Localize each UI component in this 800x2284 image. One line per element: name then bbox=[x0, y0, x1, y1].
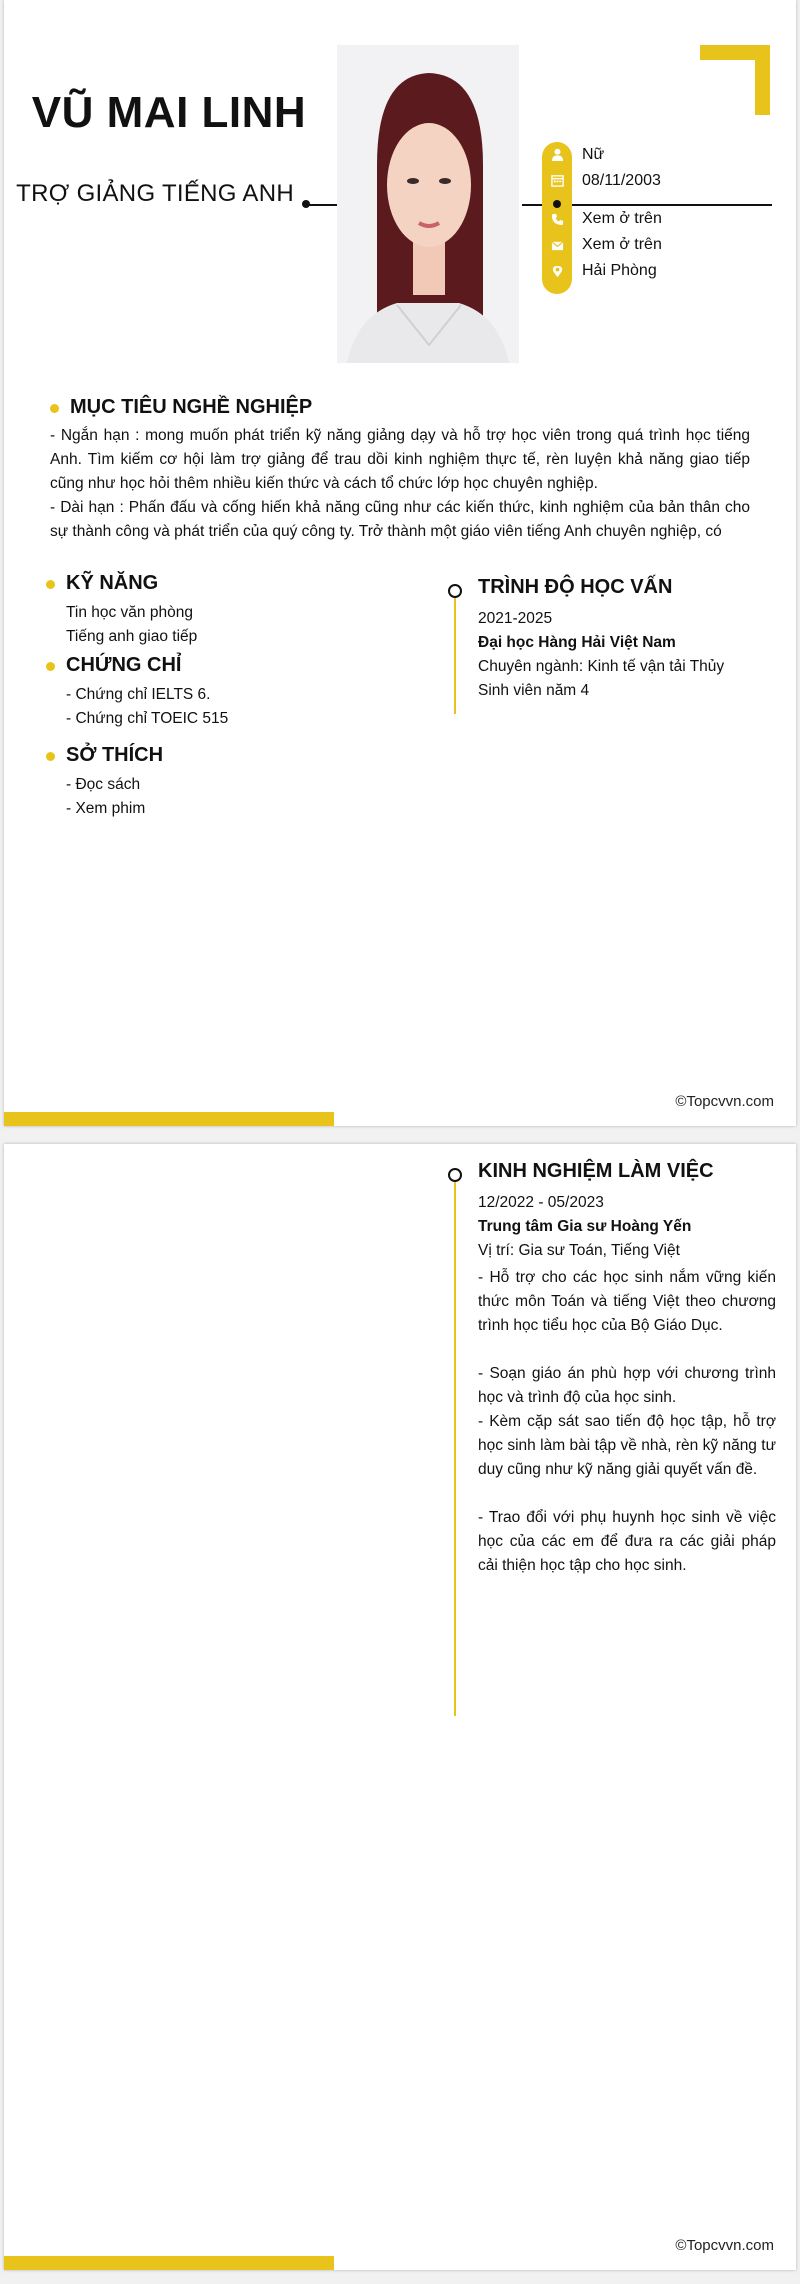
education-timeline bbox=[454, 592, 456, 714]
hobbies-bullet bbox=[46, 752, 55, 761]
experience-period: 12/2022 - 05/2023 bbox=[478, 1194, 604, 1211]
contact-gender: Nữ bbox=[582, 146, 605, 163]
candidate-photo bbox=[337, 45, 519, 363]
hobby-item: - Xem phim bbox=[66, 800, 146, 817]
corner-accent-vertical bbox=[755, 45, 770, 115]
education-title: TRÌNH ĐỘ HỌC VẤN bbox=[478, 576, 673, 598]
certificate-item: - Chứng chỉ TOEIC 515 bbox=[66, 710, 229, 727]
education-status: Sinh viên năm 4 bbox=[478, 682, 590, 699]
experience-duty: - Trao đổi với phụ huynh học sinh về việc học của các em để đưa ra các giải pháp cải thiện học tập cho học sinh. bbox=[478, 1509, 776, 1574]
candidate-role: TRỢ GIẢNG TIẾNG ANH bbox=[16, 180, 294, 207]
skills-title: KỸ NĂNG bbox=[66, 572, 159, 594]
location-icon bbox=[551, 265, 564, 278]
experience-timeline bbox=[454, 1176, 456, 1716]
footer-accent-bar bbox=[4, 1112, 334, 1126]
experience-company: Trung tâm Gia sư Hoàng Yến bbox=[478, 1218, 692, 1235]
skills-bullet bbox=[46, 580, 55, 589]
role-divider-dot bbox=[302, 200, 310, 208]
certificates-title: CHỨNG CHỈ bbox=[66, 654, 182, 676]
calendar-icon bbox=[551, 174, 564, 187]
contact-divider-dot bbox=[553, 200, 561, 208]
email-icon bbox=[551, 239, 564, 252]
education-school: Đại học Hàng Hải Việt Nam bbox=[478, 634, 676, 651]
contact-phone[interactable]: Xem ở trên bbox=[582, 210, 662, 227]
experience-duty: - Soạn giáo án phù hợp với chương trình học và trình độ của học sinh. bbox=[478, 1365, 776, 1406]
phone-icon bbox=[551, 213, 564, 226]
experience-position: Vị trí: Gia sư Toán, Tiếng Việt bbox=[478, 1242, 680, 1259]
experience-duty: - Kèm cặp sát sao tiến độ học tập, hỗ trợ học sinh làm bài tập về nhà, rèn kỹ năng tư duy cũng như kỹ năng giải quyết vấn đề. bbox=[478, 1413, 776, 1478]
footer-brand[interactable]: ©Topcvvn.com bbox=[675, 2237, 774, 2254]
hobby-item: - Đọc sách bbox=[66, 776, 141, 793]
objective-title: MỤC TIÊU NGHỀ NGHIỆP bbox=[70, 396, 313, 418]
experience-title: KINH NGHIỆM LÀM VIỆC bbox=[478, 1160, 714, 1182]
objective-short-term: - Ngắn hạn : mong muốn phát triển kỹ năng giảng dạy và hỗ trợ học viên trong quá trình học tiếng Anh. Tìm kiếm cơ hội làm trợ giảng để trau dồi kinh nghiệm thực tế, rèn luyện khả năng giao tiếp cũng như học hỏi thêm nhiều kiến thức và cách tổ chức lớp học chuyên nghiệp. bbox=[50, 427, 750, 492]
education-major: Chuyên ngành: Kinh tế vận tải Thủy bbox=[478, 658, 725, 675]
experience-timeline-marker bbox=[448, 1168, 462, 1182]
certificates-bullet bbox=[46, 662, 55, 671]
certificate-item: - Chứng chỉ IELTS 6. bbox=[66, 686, 211, 703]
objective-long-term: - Dài hạn : Phấn đấu và cống hiến khả năng cũng như các kiến thức, kinh nghiệm của bản thân cho sự thành công và phát triển của quý công ty. Trở thành một giáo viên tiếng Anh chuyên nghiệp, có bbox=[50, 499, 750, 540]
education-timeline-marker bbox=[448, 584, 462, 598]
contact-address: Hải Phòng bbox=[582, 262, 657, 279]
hobbies-title: SỞ THÍCH bbox=[66, 744, 164, 766]
objective-bullet bbox=[50, 404, 59, 413]
candidate-name: VŨ MAI LINH bbox=[31, 88, 307, 137]
contact-email[interactable]: Xem ở trên bbox=[582, 236, 662, 253]
skill-item: Tin học văn phòng bbox=[66, 604, 193, 621]
footer-brand[interactable]: ©Topcvvn.com bbox=[675, 1093, 774, 1110]
skill-item: Tiếng anh giao tiếp bbox=[66, 628, 198, 645]
footer-accent-bar bbox=[4, 2256, 334, 2270]
education-period: 2021-2025 bbox=[478, 610, 553, 627]
cv-page-1 bbox=[4, 0, 796, 1126]
contact-birthday: 08/11/2003 bbox=[582, 172, 661, 189]
experience-duty: - Hỗ trợ cho các học sinh nắm vững kiến thức môn Toán và tiếng Việt theo chương trình học tiểu học của Bộ Giáo Dục. bbox=[478, 1269, 776, 1334]
cv-page-2 bbox=[4, 1144, 796, 2270]
person-icon bbox=[551, 148, 564, 161]
portrait-image bbox=[337, 45, 519, 363]
